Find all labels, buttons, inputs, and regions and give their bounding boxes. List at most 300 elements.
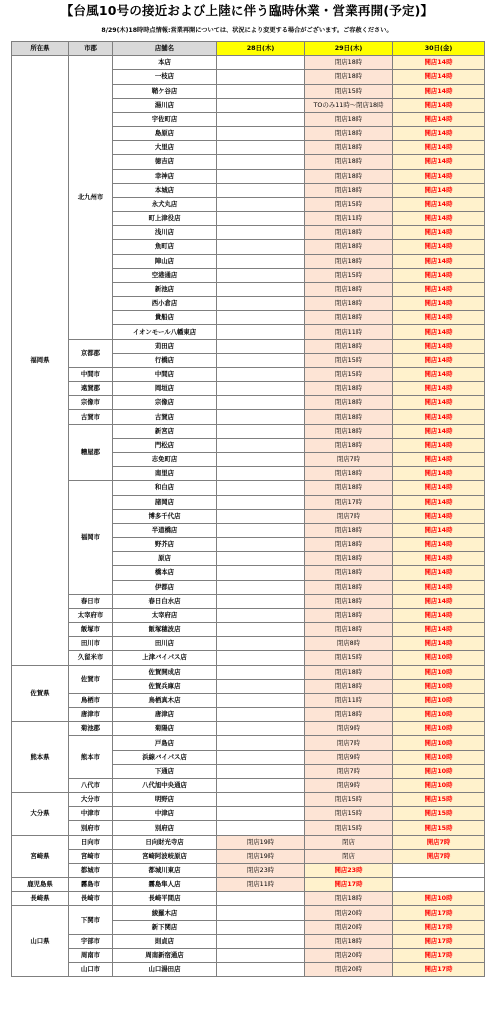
store-name-cell: 幸神店 bbox=[113, 169, 217, 183]
status-29-cell: 閉店8時 bbox=[305, 637, 393, 651]
status-28-cell bbox=[217, 424, 305, 438]
store-name-cell: 南里店 bbox=[113, 467, 217, 481]
status-29-cell: 閉店11時 bbox=[305, 325, 393, 339]
store-name-cell: 原店 bbox=[113, 552, 217, 566]
status-30-cell: 開店10時 bbox=[393, 750, 485, 764]
status-28-cell bbox=[217, 552, 305, 566]
city-cell: 周南市 bbox=[69, 949, 113, 963]
table-row bbox=[12, 637, 485, 651]
header-date-30: 30日(金) bbox=[393, 42, 485, 56]
status-29-cell: 閉店18時 bbox=[305, 297, 393, 311]
status-30-cell: 開店14時 bbox=[393, 566, 485, 580]
city-cell: 太宰府市 bbox=[69, 608, 113, 622]
store-name-cell: 行橋店 bbox=[113, 353, 217, 367]
table-row bbox=[12, 481, 485, 495]
status-28-cell bbox=[217, 750, 305, 764]
status-28-cell bbox=[217, 452, 305, 466]
status-28-cell bbox=[217, 821, 305, 835]
status-28-cell bbox=[217, 297, 305, 311]
status-30-cell: 開店17時 bbox=[393, 934, 485, 948]
status-28-cell bbox=[217, 353, 305, 367]
status-28-cell bbox=[217, 920, 305, 934]
city-cell: 糟屋郡 bbox=[69, 424, 113, 481]
city-cell: 別府市 bbox=[69, 821, 113, 835]
status-30-cell: 開店14時 bbox=[393, 608, 485, 622]
city-cell: 宮崎市 bbox=[69, 849, 113, 863]
city-cell: 下関市 bbox=[69, 906, 113, 934]
status-30-cell: 開店14時 bbox=[393, 367, 485, 381]
status-30-cell: 開店14時 bbox=[393, 197, 485, 211]
status-29-cell: 閉店20時 bbox=[305, 949, 393, 963]
status-29-cell: 閉店11時 bbox=[305, 212, 393, 226]
store-name-cell: 鞘ケ谷店 bbox=[113, 84, 217, 98]
status-30-cell: 開店14時 bbox=[393, 509, 485, 523]
store-name-cell: 戸島店 bbox=[113, 736, 217, 750]
city-cell: 佐賀市 bbox=[69, 665, 113, 693]
status-30-cell bbox=[393, 863, 485, 877]
status-28-cell bbox=[217, 807, 305, 821]
city-cell: 春日市 bbox=[69, 594, 113, 608]
status-30-cell: 開店15時 bbox=[393, 807, 485, 821]
status-30-cell: 開店14時 bbox=[393, 523, 485, 537]
store-name-cell: 和白店 bbox=[113, 481, 217, 495]
status-28-cell bbox=[217, 566, 305, 580]
status-30-cell: 開店14時 bbox=[393, 481, 485, 495]
status-29-cell: 閉店18時 bbox=[305, 934, 393, 948]
store-name-cell: 島原店 bbox=[113, 127, 217, 141]
prefecture-cell: 鹿児島県 bbox=[12, 878, 69, 892]
store-name-cell: 佐賀兵庫店 bbox=[113, 679, 217, 693]
city-cell: 八代市 bbox=[69, 778, 113, 792]
status-28-cell bbox=[217, 396, 305, 410]
table-row bbox=[12, 665, 485, 679]
status-28-cell: 閉店19時 bbox=[217, 835, 305, 849]
status-28-cell bbox=[217, 212, 305, 226]
status-28-cell bbox=[217, 282, 305, 296]
status-29-cell: 閉店18時 bbox=[305, 623, 393, 637]
status-28-cell bbox=[217, 410, 305, 424]
status-29-cell: 閉店18時 bbox=[305, 523, 393, 537]
status-30-cell: 開店10時 bbox=[393, 892, 485, 906]
status-29-cell: 閉店18時 bbox=[305, 679, 393, 693]
table-row bbox=[12, 934, 485, 948]
city-cell: 京都郡 bbox=[69, 339, 113, 367]
status-28-cell bbox=[217, 226, 305, 240]
status-28-cell: 閉店19時 bbox=[217, 849, 305, 863]
status-30-cell: 開店14時 bbox=[393, 396, 485, 410]
status-29-cell: 閉店18時 bbox=[305, 70, 393, 84]
store-name-cell: 田川店 bbox=[113, 637, 217, 651]
status-28-cell bbox=[217, 906, 305, 920]
store-name-cell: 長崎平間店 bbox=[113, 892, 217, 906]
store-name-cell: 陣山店 bbox=[113, 254, 217, 268]
status-29-cell: 閉店18時 bbox=[305, 382, 393, 396]
status-29-cell: 閉店18時 bbox=[305, 141, 393, 155]
store-name-cell: 日向財光寺店 bbox=[113, 835, 217, 849]
status-30-cell: 開店10時 bbox=[393, 693, 485, 707]
header-city: 市郡 bbox=[69, 42, 113, 56]
status-30-cell: 開店14時 bbox=[393, 282, 485, 296]
status-30-cell: 開店14時 bbox=[393, 84, 485, 98]
status-28-cell: 閉店11時 bbox=[217, 878, 305, 892]
store-name-cell: 博多千代店 bbox=[113, 509, 217, 523]
store-name-cell: 岡垣店 bbox=[113, 382, 217, 396]
status-29-cell: 閉店18時 bbox=[305, 155, 393, 169]
city-cell: 都城市 bbox=[69, 863, 113, 877]
status-28-cell bbox=[217, 538, 305, 552]
status-28-cell bbox=[217, 311, 305, 325]
status-30-cell: 開店14時 bbox=[393, 467, 485, 481]
store-name-cell: 古賀店 bbox=[113, 410, 217, 424]
store-name-cell: 新宮店 bbox=[113, 424, 217, 438]
table-body bbox=[12, 56, 485, 977]
table-row bbox=[12, 594, 485, 608]
status-29-cell: 閉店18時 bbox=[305, 665, 393, 679]
status-30-cell: 開店15時 bbox=[393, 821, 485, 835]
store-name-cell: 周南新宿通店 bbox=[113, 949, 217, 963]
store-name-cell: 霧島隼人店 bbox=[113, 878, 217, 892]
status-28-cell bbox=[217, 665, 305, 679]
status-29-cell: 閉店15時 bbox=[305, 793, 393, 807]
store-status-table bbox=[11, 41, 485, 977]
store-name-cell: 志免町店 bbox=[113, 452, 217, 466]
header-date-28: 28日(木) bbox=[217, 42, 305, 56]
status-29-cell: 閉店7時 bbox=[305, 736, 393, 750]
status-28-cell bbox=[217, 934, 305, 948]
city-cell: 宗像市 bbox=[69, 396, 113, 410]
status-29-cell: 開店17時 bbox=[305, 878, 393, 892]
status-29-cell: 閉店18時 bbox=[305, 127, 393, 141]
status-28-cell bbox=[217, 481, 305, 495]
header-store: 店舗名 bbox=[113, 42, 217, 56]
status-30-cell: 開店10時 bbox=[393, 778, 485, 792]
status-28-cell bbox=[217, 56, 305, 70]
status-29-cell: 閉店18時 bbox=[305, 410, 393, 424]
table-row bbox=[12, 722, 485, 736]
status-30-cell: 開店14時 bbox=[393, 580, 485, 594]
status-29-cell: 閉店15時 bbox=[305, 353, 393, 367]
status-28-cell bbox=[217, 949, 305, 963]
status-29-cell: 閉店7時 bbox=[305, 764, 393, 778]
store-name-cell: 別府店 bbox=[113, 821, 217, 835]
status-30-cell: 開店14時 bbox=[393, 212, 485, 226]
status-29-cell: 閉店18時 bbox=[305, 594, 393, 608]
status-28-cell bbox=[217, 580, 305, 594]
store-name-cell: 新下関店 bbox=[113, 920, 217, 934]
status-30-cell bbox=[393, 878, 485, 892]
store-name-cell: 本城店 bbox=[113, 183, 217, 197]
status-29-cell: 閉店15時 bbox=[305, 807, 393, 821]
table-row bbox=[12, 863, 485, 877]
table-row bbox=[12, 424, 485, 438]
status-29-cell: 閉店18時 bbox=[305, 282, 393, 296]
status-28-cell bbox=[217, 637, 305, 651]
store-name-cell: 明野店 bbox=[113, 793, 217, 807]
city-cell: 中津市 bbox=[69, 807, 113, 821]
status-29-cell: 閉店18時 bbox=[305, 226, 393, 240]
store-name-cell: 宇佐町店 bbox=[113, 112, 217, 126]
status-28-cell bbox=[217, 764, 305, 778]
status-30-cell: 開店14時 bbox=[393, 226, 485, 240]
status-30-cell: 開店14時 bbox=[393, 424, 485, 438]
status-29-cell: 閉店18時 bbox=[305, 892, 393, 906]
store-name-cell: 伊都店 bbox=[113, 580, 217, 594]
status-30-cell: 開店17時 bbox=[393, 906, 485, 920]
prefecture-cell: 山口県 bbox=[12, 906, 69, 977]
status-30-cell: 開店14時 bbox=[393, 127, 485, 141]
status-30-cell: 開店10時 bbox=[393, 722, 485, 736]
store-name-cell: 徳吉店 bbox=[113, 155, 217, 169]
table-row bbox=[12, 778, 485, 792]
status-30-cell: 開店14時 bbox=[393, 325, 485, 339]
store-name-cell: 山口湯田店 bbox=[113, 963, 217, 977]
city-cell: 宇部市 bbox=[69, 934, 113, 948]
table-row bbox=[12, 56, 485, 70]
status-30-cell: 開店14時 bbox=[393, 594, 485, 608]
status-30-cell: 開店10時 bbox=[393, 651, 485, 665]
prefecture-cell: 熊本県 bbox=[12, 722, 69, 793]
status-29-cell: 閉店15時 bbox=[305, 651, 393, 665]
status-30-cell: 開店14時 bbox=[393, 452, 485, 466]
status-29-cell: 閉店15時 bbox=[305, 84, 393, 98]
status-28-cell bbox=[217, 793, 305, 807]
status-28-cell bbox=[217, 963, 305, 977]
status-28-cell bbox=[217, 367, 305, 381]
status-28-cell bbox=[217, 254, 305, 268]
city-cell: 大分市 bbox=[69, 793, 113, 807]
table-row bbox=[12, 339, 485, 353]
store-name-cell: 鳥栖真木店 bbox=[113, 693, 217, 707]
city-cell: 日向市 bbox=[69, 835, 113, 849]
status-30-cell: 開店10時 bbox=[393, 736, 485, 750]
status-28-cell: 閉店23時 bbox=[217, 863, 305, 877]
status-29-cell: 閉店18時 bbox=[305, 552, 393, 566]
table-row bbox=[12, 878, 485, 892]
status-29-cell: 閉店18時 bbox=[305, 240, 393, 254]
table-row bbox=[12, 708, 485, 722]
status-30-cell: 開店15時 bbox=[393, 793, 485, 807]
status-29-cell: 閉店9時 bbox=[305, 722, 393, 736]
status-30-cell: 開店14時 bbox=[393, 410, 485, 424]
status-30-cell: 開店14時 bbox=[393, 155, 485, 169]
status-28-cell bbox=[217, 722, 305, 736]
status-30-cell: 開店17時 bbox=[393, 949, 485, 963]
status-28-cell bbox=[217, 509, 305, 523]
status-30-cell: 開店14時 bbox=[393, 311, 485, 325]
status-30-cell: 開店14時 bbox=[393, 438, 485, 452]
store-name-cell: 佐賀開成店 bbox=[113, 665, 217, 679]
status-30-cell: 開店14時 bbox=[393, 495, 485, 509]
store-name-cell: イオンモール八幡東店 bbox=[113, 325, 217, 339]
status-29-cell: 閉店18時 bbox=[305, 467, 393, 481]
status-29-cell: 閉店 bbox=[305, 849, 393, 863]
status-30-cell: 開店14時 bbox=[393, 538, 485, 552]
status-28-cell bbox=[217, 623, 305, 637]
store-name-cell: 菊陽店 bbox=[113, 722, 217, 736]
store-name-cell: 半道橋店 bbox=[113, 523, 217, 537]
status-30-cell: 開店7時 bbox=[393, 849, 485, 863]
status-28-cell bbox=[217, 382, 305, 396]
status-29-cell: 閉店15時 bbox=[305, 367, 393, 381]
status-28-cell bbox=[217, 892, 305, 906]
status-29-cell: 閉店17時 bbox=[305, 495, 393, 509]
status-28-cell bbox=[217, 169, 305, 183]
table-row bbox=[12, 410, 485, 424]
table-row bbox=[12, 949, 485, 963]
status-29-cell: 閉店18時 bbox=[305, 438, 393, 452]
table-row bbox=[12, 367, 485, 381]
status-30-cell: 開店14時 bbox=[393, 552, 485, 566]
city-cell: 久留米市 bbox=[69, 651, 113, 665]
status-28-cell bbox=[217, 523, 305, 537]
status-28-cell bbox=[217, 467, 305, 481]
status-29-cell: 閉店18時 bbox=[305, 566, 393, 580]
table-header-row bbox=[12, 42, 485, 56]
status-29-cell: 閉店15時 bbox=[305, 268, 393, 282]
status-28-cell bbox=[217, 495, 305, 509]
status-30-cell: 開店7時 bbox=[393, 835, 485, 849]
status-28-cell bbox=[217, 155, 305, 169]
status-30-cell: 開店17時 bbox=[393, 963, 485, 977]
status-28-cell bbox=[217, 98, 305, 112]
status-30-cell: 開店14時 bbox=[393, 254, 485, 268]
city-cell: 福岡市 bbox=[69, 481, 113, 594]
city-cell: 山口市 bbox=[69, 963, 113, 977]
status-29-cell: 閉店18時 bbox=[305, 608, 393, 622]
table-row bbox=[12, 736, 485, 750]
status-30-cell: 開店14時 bbox=[393, 183, 485, 197]
status-30-cell: 開店10時 bbox=[393, 764, 485, 778]
prefecture-cell: 佐賀県 bbox=[12, 665, 69, 722]
city-cell: 中間市 bbox=[69, 367, 113, 381]
store-name-cell: 春日白水店 bbox=[113, 594, 217, 608]
store-name-cell: 一枝店 bbox=[113, 70, 217, 84]
store-name-cell: 上津バイパス店 bbox=[113, 651, 217, 665]
status-28-cell bbox=[217, 438, 305, 452]
store-name-cell: 空港通店 bbox=[113, 268, 217, 282]
store-name-cell: 都城川東店 bbox=[113, 863, 217, 877]
status-30-cell: 開店14時 bbox=[393, 353, 485, 367]
status-29-cell: 閉店 bbox=[305, 835, 393, 849]
status-30-cell: 開店14時 bbox=[393, 297, 485, 311]
status-29-cell: 閉店9時 bbox=[305, 750, 393, 764]
status-30-cell: 開店10時 bbox=[393, 708, 485, 722]
status-30-cell: 開店14時 bbox=[393, 240, 485, 254]
prefecture-cell: 大分県 bbox=[12, 793, 69, 836]
status-30-cell: 開店14時 bbox=[393, 382, 485, 396]
store-name-cell: 飯塚穂波店 bbox=[113, 623, 217, 637]
store-name-cell: 八代旭中央通店 bbox=[113, 778, 217, 792]
status-28-cell bbox=[217, 778, 305, 792]
status-30-cell: 開店14時 bbox=[393, 112, 485, 126]
status-28-cell bbox=[217, 268, 305, 282]
status-29-cell: 開店23時 bbox=[305, 863, 393, 877]
status-30-cell: 開店14時 bbox=[393, 56, 485, 70]
status-29-cell: 閉店20時 bbox=[305, 920, 393, 934]
table-row bbox=[12, 651, 485, 665]
status-30-cell: 開店14時 bbox=[393, 339, 485, 353]
status-28-cell bbox=[217, 112, 305, 126]
store-name-cell: 貴船店 bbox=[113, 311, 217, 325]
store-name-cell: 新池店 bbox=[113, 282, 217, 296]
city-cell: 鳥栖市 bbox=[69, 693, 113, 707]
store-name-cell: 浜線バイパス店 bbox=[113, 750, 217, 764]
table-row bbox=[12, 906, 485, 920]
city-cell: 北九州市 bbox=[69, 56, 113, 339]
store-name-cell: 魚町店 bbox=[113, 240, 217, 254]
status-29-cell: 閉店18時 bbox=[305, 183, 393, 197]
status-29-cell: 閉店18時 bbox=[305, 311, 393, 325]
status-30-cell: 開店14時 bbox=[393, 637, 485, 651]
status-30-cell: 開店10時 bbox=[393, 665, 485, 679]
table-row bbox=[12, 793, 485, 807]
status-28-cell bbox=[217, 70, 305, 84]
store-name-cell: 宮崎阿波岐原店 bbox=[113, 849, 217, 863]
status-28-cell bbox=[217, 736, 305, 750]
store-name-cell: 下通店 bbox=[113, 764, 217, 778]
table-row bbox=[12, 382, 485, 396]
status-28-cell bbox=[217, 608, 305, 622]
city-cell: 唐津市 bbox=[69, 708, 113, 722]
table-row bbox=[12, 835, 485, 849]
status-29-cell: 閉店18時 bbox=[305, 538, 393, 552]
city-cell: 熊本市 bbox=[69, 736, 113, 779]
status-30-cell: 開店14時 bbox=[393, 268, 485, 282]
prefecture-cell: 長崎県 bbox=[12, 892, 69, 906]
table-row bbox=[12, 892, 485, 906]
store-name-cell: 唐津店 bbox=[113, 708, 217, 722]
store-name-cell: 中津店 bbox=[113, 807, 217, 821]
status-30-cell: 開店14時 bbox=[393, 98, 485, 112]
city-cell: 田川市 bbox=[69, 637, 113, 651]
status-29-cell: 閉店18時 bbox=[305, 580, 393, 594]
status-30-cell: 開店14時 bbox=[393, 141, 485, 155]
status-28-cell bbox=[217, 339, 305, 353]
status-28-cell bbox=[217, 651, 305, 665]
status-28-cell bbox=[217, 708, 305, 722]
status-30-cell: 開店14時 bbox=[393, 70, 485, 84]
store-name-cell: 綾羅木店 bbox=[113, 906, 217, 920]
update-notice: 8/29(木)18時時点情報:営業再開については、状況により変更する場合がございます。ご容赦ください。 bbox=[101, 27, 393, 34]
status-29-cell: 閉店18時 bbox=[305, 396, 393, 410]
header-date-29: 29日(木) bbox=[305, 42, 393, 56]
prefecture-cell: 宮崎県 bbox=[12, 835, 69, 878]
status-29-cell: 閉店18時 bbox=[305, 481, 393, 495]
table-row bbox=[12, 963, 485, 977]
store-name-cell: 宗像店 bbox=[113, 396, 217, 410]
table-row bbox=[12, 821, 485, 835]
status-29-cell: 閉店20時 bbox=[305, 963, 393, 977]
city-cell: 長崎市 bbox=[69, 892, 113, 906]
store-name-cell: 橋本店 bbox=[113, 566, 217, 580]
store-name-cell: 門松店 bbox=[113, 438, 217, 452]
prefecture-cell: 福岡県 bbox=[12, 56, 69, 665]
city-cell: 菊池郡 bbox=[69, 722, 113, 736]
status-29-cell: 閉店15時 bbox=[305, 197, 393, 211]
status-30-cell: 開店17時 bbox=[393, 920, 485, 934]
status-29-cell: 閉店18時 bbox=[305, 424, 393, 438]
store-name-cell: 野芥店 bbox=[113, 538, 217, 552]
table-row bbox=[12, 693, 485, 707]
store-name-cell: 町上津役店 bbox=[113, 212, 217, 226]
table-row bbox=[12, 608, 485, 622]
page-title: 【台風10号の接近および上陸に伴う臨時休業・営業再開(予定)】 bbox=[60, 3, 434, 18]
store-name-cell: 永犬丸店 bbox=[113, 197, 217, 211]
store-name-cell: 太宰府店 bbox=[113, 608, 217, 622]
status-29-cell: 閉店20時 bbox=[305, 906, 393, 920]
store-name-cell: 本店 bbox=[113, 56, 217, 70]
status-28-cell bbox=[217, 84, 305, 98]
